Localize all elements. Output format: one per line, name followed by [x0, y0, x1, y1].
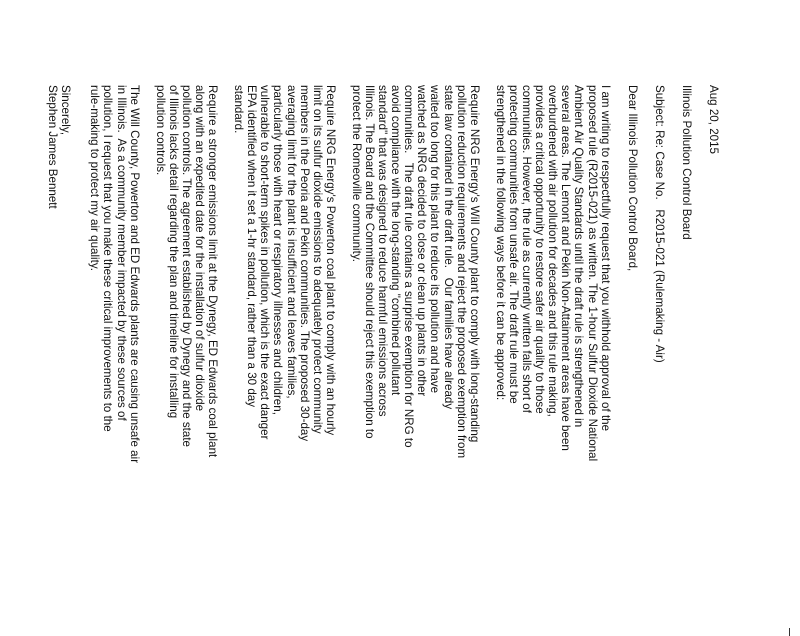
paragraph-line: proposed rule (R2015-021) as written. The 1-hour Sulfur Dioxide National: [585, 85, 599, 462]
paragraph-line: protecting communities from unsafe air. The draft rule must be: [506, 85, 520, 404]
paragraph-line: of Illinois lacks detail regarding the plan and timeline for installing: [166, 85, 180, 419]
paragraph-line: pollution, I request that you make these critical improvements to the: [101, 85, 115, 432]
paragraph-line: state law contained in the draft rule. Our families have already: [441, 85, 455, 410]
paragraph-line: Require NRG Energy's Will County plant to comply with long-standing: [467, 85, 481, 443]
paragraph-line: I am writing to respectfully request that you withhold approval of the: [598, 85, 612, 432]
paragraph-line: protect the Romeoville community.: [349, 85, 363, 262]
letter-subject: Subject: Re: Case No. R2015-021 (Rulemaking - Air): [652, 85, 666, 363]
paragraph-line: provides a critical opportunity to restore safer air quality to those: [533, 85, 547, 414]
paragraph-line: averaging limit for the plant is insufficient and leaves families,: [284, 85, 298, 399]
letter-body: [46, 85, 720, 620]
paragraph-line: Require a stronger emissions limit at the Dynegy, ED Edwards coal plant: [206, 85, 220, 458]
paragraph-line: Require NRG Energy's Powerton coal plant to comply with an hourly: [323, 85, 337, 436]
paragraph-line: limit on its sulfur dioxide emissions to adequately protect community: [310, 85, 324, 434]
page-edge-mark: [789, 628, 790, 636]
paragraph-line: pollution reduction requirements and reject the proposed exemption from: [454, 85, 468, 459]
paragraph-line: Ambient Air Quality Standards until the draft rule is strengthened in: [572, 85, 586, 428]
paragraph-closing: [88, 85, 140, 620]
paragraph-intro: [494, 85, 612, 620]
paragraph-line: avoid compliance with the long-standing "combined pollutant: [389, 85, 403, 396]
paragraph-line: along with an expedited date for the installation of sulfur dioxide: [193, 85, 206, 412]
paragraph-line: overburdened with air pollution for decades and this rule making,: [546, 85, 560, 417]
paragraph-line: several areas. The Lemont and Pekin Non-Attainment areas have been: [559, 85, 573, 451]
paragraph-line: standard.: [232, 85, 246, 134]
letter-signature: Stephen James Bennett: [46, 85, 60, 209]
paragraph-line: waited too long for this plant to reduce its pollution and have: [428, 85, 442, 394]
letter-salutation: Dear Illinois Pollution Control Board,: [625, 85, 639, 272]
paragraph-dynegy: [154, 85, 219, 620]
paragraph-line: communities. The draft rule contains a surprise exemption for NRG to: [402, 85, 416, 448]
paragraph-nrg-will-county: [350, 85, 481, 620]
paragraph-line: standard" that was designed to reduce harmful emissions across: [376, 85, 390, 417]
paragraph-line: Illinois. The Board and the Committee should reject this exemption to: [363, 85, 377, 439]
paragraph-line: pollution controls.: [153, 85, 167, 176]
paragraph-line: The Will County, Powerton and ED Edwards plants are causing unsafe air: [127, 85, 141, 464]
paragraph-line: strengthened in the following ways before it can be approved:: [493, 85, 507, 401]
paragraph-line: particularly those with heart or respiratory illnesses and children,: [271, 85, 285, 415]
paragraph-line: members in the Peoria and Pekin communities. The proposed 30-day: [297, 85, 311, 442]
paragraph-line: vulnerable to short-term spikes in pollution, which is the exact danger: [258, 85, 272, 440]
paragraph-line: watched as NRG decided to close or clean up plants in other: [415, 85, 429, 397]
paragraph-line: rule-making to protect my air quality.: [88, 85, 102, 271]
letter-date: Aug 20, 2015: [707, 85, 720, 154]
letter-valediction: Sincerely,: [59, 85, 73, 136]
paragraph-line: pollution controls. The agreement established by Dynegy and the state: [179, 85, 193, 447]
paragraph-line: communities. However, the rule as currently written falls short of: [520, 85, 534, 413]
letter-recipient: Illinois Pollution Control Board: [679, 85, 693, 240]
paragraph-line: in Illinois. As a community member impacted by these sources of: [114, 85, 128, 421]
paragraph-powerton: [232, 85, 337, 620]
paragraph-line: EPA identified when it set a 1-hr standard, rather than a 30 day: [245, 85, 259, 408]
